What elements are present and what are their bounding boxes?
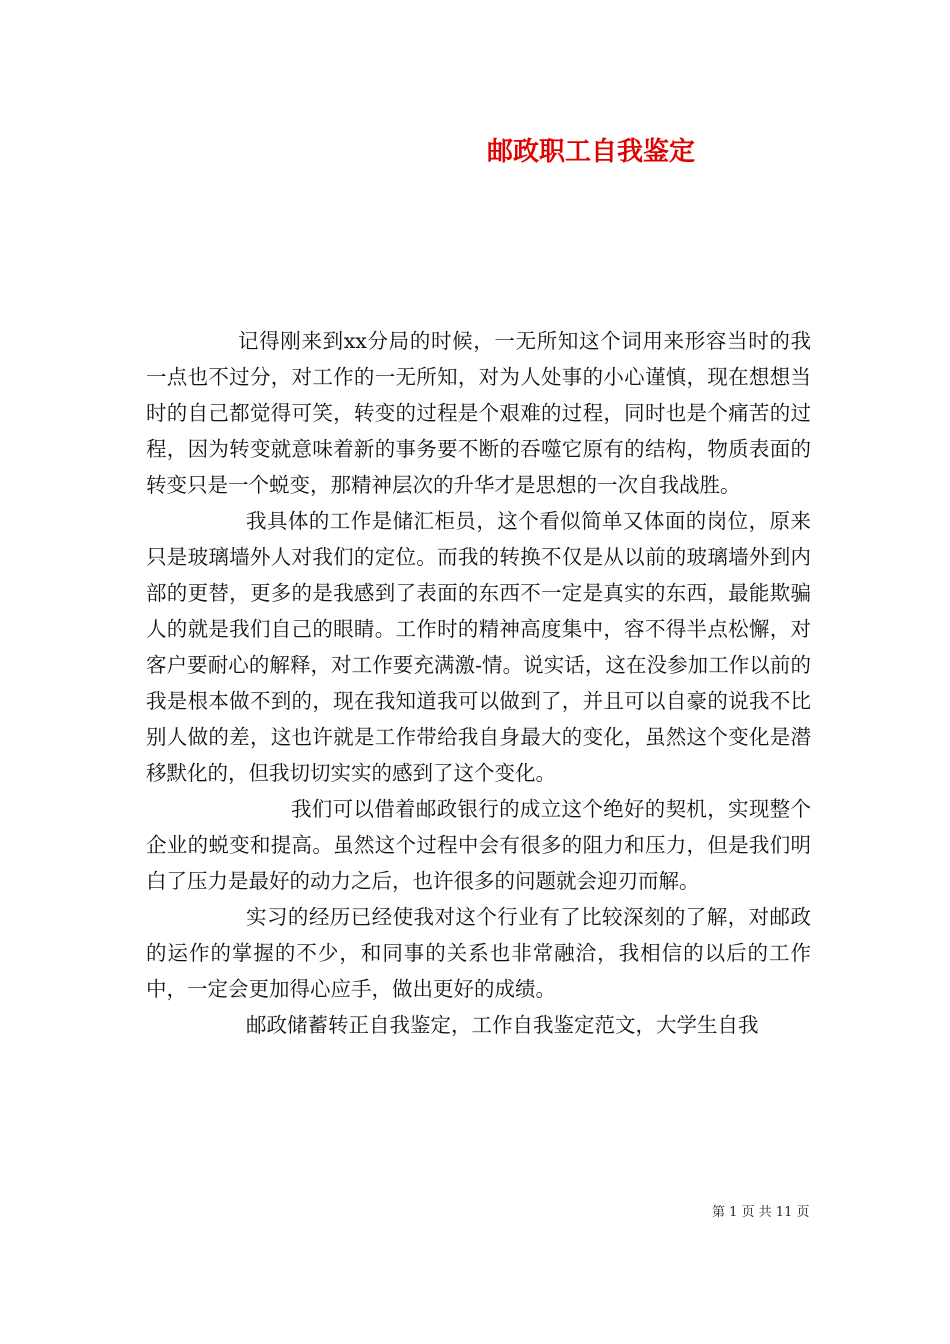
document-body — [146, 323, 811, 1043]
paragraph-3: 我们可以借着邮政银行的成立这个绝好的契机，实现整个企业的蜕变和提高。虽然这个过程中会有很多的阻力和压力，但是我们明白了压力是最好的动力之后，也许很多的问题就会迎刃而解。 — [146, 797, 811, 893]
paragraph-5: 邮政储蓄转正自我鉴定，工作自我鉴定范文，大学生自我 — [246, 1013, 759, 1037]
paragraph-1: 记得刚来到xx分局的时候，一无所知这个词用来形容当时的我一点也不过分，对工作的一无所知，对为人处事的小心谨慎，现在想想当时的自己都觉得可笑，转变的过程是个艰难的过程，同时也是个痛苦的过程，因为转变就意味着新的事务要不断的吞噬它原有的结构，物质表面的转变只是一个蜕变，那精神层次的升华才是思想的一次自我战胜。 — [146, 329, 811, 497]
page-number-footer: 第 1 页 共 11 页 — [712, 1205, 810, 1220]
page-title: 邮政职工自我鉴定 — [487, 137, 696, 167]
paragraph-2: 我具体的工作是储汇柜员，这个看似简单又体面的岗位，原来只是玻璃墙外人对我们的定位。而我的转换不仅是从以前的玻璃墙外到内部的更替，更多的是我感到了表面的东西不一定是真实的东西，最能欺骗人的就是我们自己的眼睛。工作时的精神高度集中，容不得半点松懈，对客户要耐心的解释，对工作要充满激-情。说实话，这在没参加工作以前的我是根本做不到的，现在我知道我可以做到了，并且可以自豪的说我不比别人做的差，这也许就是工作带给我自身最大的变化，虽然这个变化是潜移默化的，但我切切实实的感到了这个变化。 — [146, 509, 811, 785]
paragraph-4: 实习的经历已经使我对这个行业有了比较深刻的了解，对邮政的运作的掌握的不少，和同事的关系也非常融洽，我相信的以后的工作中，一定会更加得心应手，做出更好的成绩。 — [146, 905, 811, 1001]
